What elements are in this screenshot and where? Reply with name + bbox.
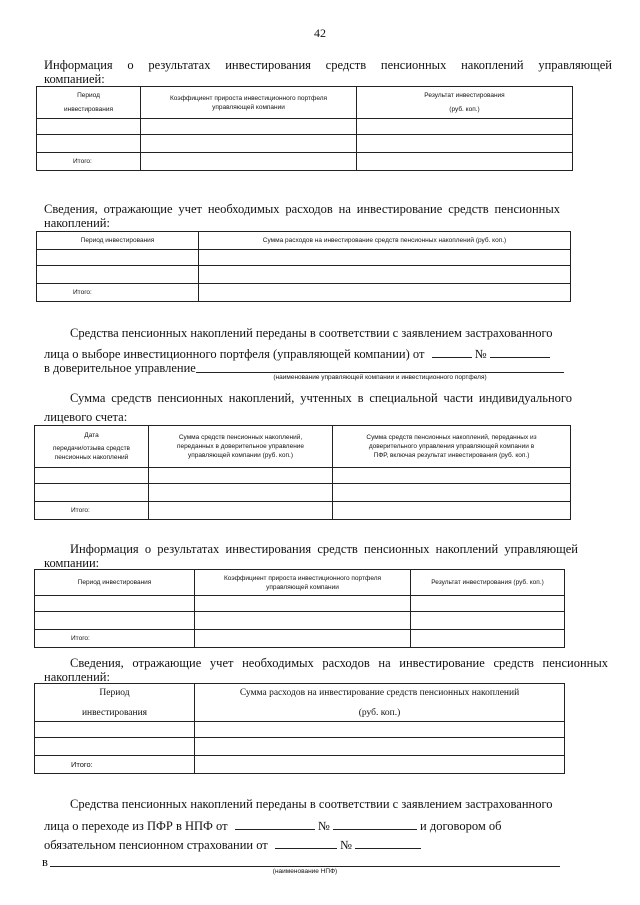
table-cell[interactable] (411, 630, 565, 648)
table-cell[interactable] (37, 250, 199, 266)
table-header-row (35, 426, 571, 468)
col-header-text: инвестирования (81, 707, 148, 718)
section1-heading-line1: Информация о результатах инвестирования средств пенсионных накоплений управляющей (44, 58, 612, 72)
col-header-period: Период инвестирования (35, 570, 195, 596)
table-cell[interactable] (195, 722, 565, 738)
table-row (35, 596, 565, 612)
section4-heading-line1: Информация о результатах инвестирования средств пенсионных накоплений управляющей (70, 542, 578, 556)
table-cell[interactable] (333, 468, 571, 484)
col-header-coefficient (195, 570, 411, 596)
transfer1-line2 (44, 346, 550, 362)
section5-heading-line2: накоплений: (44, 670, 110, 684)
table-row (35, 484, 571, 502)
table-cell[interactable] (141, 153, 357, 171)
table-cell[interactable] (149, 468, 333, 484)
col-header-coefficient (141, 87, 357, 119)
table-cell[interactable] (35, 468, 149, 484)
table-cell[interactable] (411, 596, 565, 612)
table-total-row (35, 630, 565, 648)
col-header-text: Коэффициент прироста инвестиционного портфеля (169, 94, 328, 102)
col-header-period (37, 87, 141, 119)
col-header-text: управляющей компании (266, 583, 339, 591)
col-header-text: Сумма расходов на инвестирование средств пенсионных накоплений (239, 687, 520, 698)
page-number: 42 (314, 26, 326, 40)
transfer2-line3-text: обязательном пенсионном страховании от (44, 838, 268, 852)
number-sign: № (474, 347, 487, 361)
table-cell[interactable] (37, 266, 199, 284)
section3-heading-line1: Сумма средств пенсионных накоплений, учтенных в специальной части индивидуального (70, 391, 572, 405)
table-cell[interactable] (333, 484, 571, 502)
total-label: Итого: (37, 153, 141, 171)
table-cell[interactable] (149, 484, 333, 502)
col-header-text: Результат инвестирования (424, 92, 505, 99)
table-total-row (37, 153, 573, 171)
contract-number-field[interactable] (355, 837, 421, 849)
table-row (35, 468, 571, 484)
col-header-text: Дата (84, 432, 99, 439)
table-cell[interactable] (199, 250, 571, 266)
transfer2-line4-prefix: в (42, 855, 48, 869)
col-header-expenses: Сумма расходов на инвестирование средств пенсионных накоплений (руб. коп.) (199, 232, 571, 250)
table-cell[interactable] (195, 738, 565, 756)
table-row (37, 135, 573, 153)
table-cell[interactable] (199, 284, 571, 302)
table-cell[interactable] (141, 135, 357, 153)
table-cell[interactable] (37, 135, 141, 153)
table-row (35, 722, 565, 738)
section2-expenses-table (36, 231, 571, 302)
col-header-transferred (149, 426, 333, 468)
transfer1-line3: в доверительное управление (44, 361, 196, 375)
section1-results-table (36, 86, 573, 171)
table-total-row (35, 502, 571, 520)
section3-heading-line2: лицевого счета: (44, 410, 128, 424)
transfer2-line2-tail: и договором об (420, 819, 502, 833)
transfer1-caption: (наименование управляющей компании и инвестиционного портфеля) (273, 374, 487, 381)
col-header-text: (руб. коп.) (449, 106, 480, 113)
npf-application-number-field[interactable] (333, 818, 417, 830)
col-header-text: Сумма средств пенсионных накоплений, (178, 434, 303, 441)
table-row (37, 119, 573, 135)
total-label: Итого: (35, 502, 149, 520)
col-header-text: Период (99, 687, 130, 698)
col-header-text: Коэффициент прироста инвестиционного портфеля (223, 574, 382, 582)
contract-date-field[interactable] (275, 837, 337, 849)
total-label: Итого: (35, 630, 195, 648)
transfer2-line2 (44, 818, 502, 834)
table-cell[interactable] (37, 119, 141, 135)
section2-heading-line1: Сведения, отражающие учет необходимых расходов на инвестирование средств пенсионных (44, 202, 560, 216)
table-cell[interactable] (149, 502, 333, 520)
table-cell[interactable] (357, 135, 573, 153)
section2-heading-line2: накоплений: (44, 216, 110, 230)
col-header-result: Результат инвестирования (руб. коп.) (411, 570, 565, 596)
col-header-text: управляющей компании (руб. коп.) (188, 452, 293, 459)
col-header-text: (руб. коп.) (358, 707, 401, 718)
table-cell[interactable] (141, 119, 357, 135)
total-label: Итого: (35, 756, 195, 774)
section5-heading-line1: Сведения, отражающие учет необходимых расходов на инвестирование средств пенсионных (70, 656, 608, 670)
col-header-returned (333, 426, 571, 468)
col-header-text: переданных в доверительное управление (176, 443, 305, 450)
total-label: Итого: (37, 284, 199, 302)
transfer1-line1: Средства пенсионных накоплений переданы в соответствии с заявлением застрахованного (70, 326, 553, 340)
col-header-result (357, 87, 573, 119)
table-cell[interactable] (195, 596, 411, 612)
table-cell[interactable] (35, 596, 195, 612)
application-date-field[interactable] (432, 346, 472, 358)
table-cell[interactable] (195, 630, 411, 648)
table-cell[interactable] (35, 738, 195, 756)
transfer2-caption: (наименование НПФ) (272, 868, 338, 875)
table-total-row (35, 756, 565, 774)
table-cell[interactable] (411, 612, 565, 630)
table-header-row (37, 87, 573, 119)
application-number-field[interactable] (490, 346, 550, 358)
number-sign: № (317, 819, 330, 833)
col-header-text: Период (77, 92, 100, 99)
col-header-text: передачи/отзыва средств (52, 445, 131, 452)
table-row (37, 250, 571, 266)
table-total-row (37, 284, 571, 302)
section3-amounts-table (34, 425, 571, 520)
npf-application-date-field[interactable] (235, 818, 315, 830)
col-header-text: пенсионных накоплений (54, 454, 129, 461)
table-cell[interactable] (199, 266, 571, 284)
table-cell[interactable] (195, 756, 565, 774)
table-row (35, 612, 565, 630)
npf-name-field[interactable] (50, 866, 560, 867)
number-sign: № (340, 838, 352, 852)
col-header-expenses (195, 684, 565, 722)
col-header-text: управляющей компании (212, 103, 285, 111)
table-cell[interactable] (195, 612, 411, 630)
management-company-field[interactable] (196, 372, 564, 373)
table-cell[interactable] (357, 119, 573, 135)
col-header-period: Период инвестирования (37, 232, 199, 250)
col-header-text: Сумма средств пенсионных накоплений, переданных из (366, 434, 537, 441)
col-header-date (35, 426, 149, 468)
col-header-text: инвестирования (63, 106, 114, 113)
transfer1-line2-text: лица о выборе инвестиционного портфеля (управляющей компании) от (44, 347, 425, 361)
col-header-text: доверительного управления управляющей компании в (368, 443, 535, 450)
table-cell[interactable] (35, 612, 195, 630)
transfer2-line3 (44, 837, 421, 853)
section4-results-table (34, 569, 565, 648)
table-header-row (35, 570, 565, 596)
table-header-row (37, 232, 571, 250)
transfer2-line1: Средства пенсионных накоплений переданы в соответствии с заявлением застрахованного (70, 797, 553, 811)
section1-heading-line2: компанией: (44, 72, 105, 86)
table-row (35, 738, 565, 756)
col-header-text: ПФР, включая результат инвестирования (руб. коп.) (373, 452, 530, 459)
col-header-period (35, 684, 195, 722)
table-header-row (35, 684, 565, 722)
table-cell[interactable] (35, 722, 195, 738)
table-row (37, 266, 571, 284)
table-cell[interactable] (333, 502, 571, 520)
table-cell[interactable] (35, 484, 149, 502)
transfer2-line2-text: лица о переходе из ПФР в НПФ от (44, 819, 228, 833)
table-cell[interactable] (357, 153, 573, 171)
section4-heading-line2: компании: (44, 556, 100, 570)
section5-expenses-table (34, 683, 565, 774)
